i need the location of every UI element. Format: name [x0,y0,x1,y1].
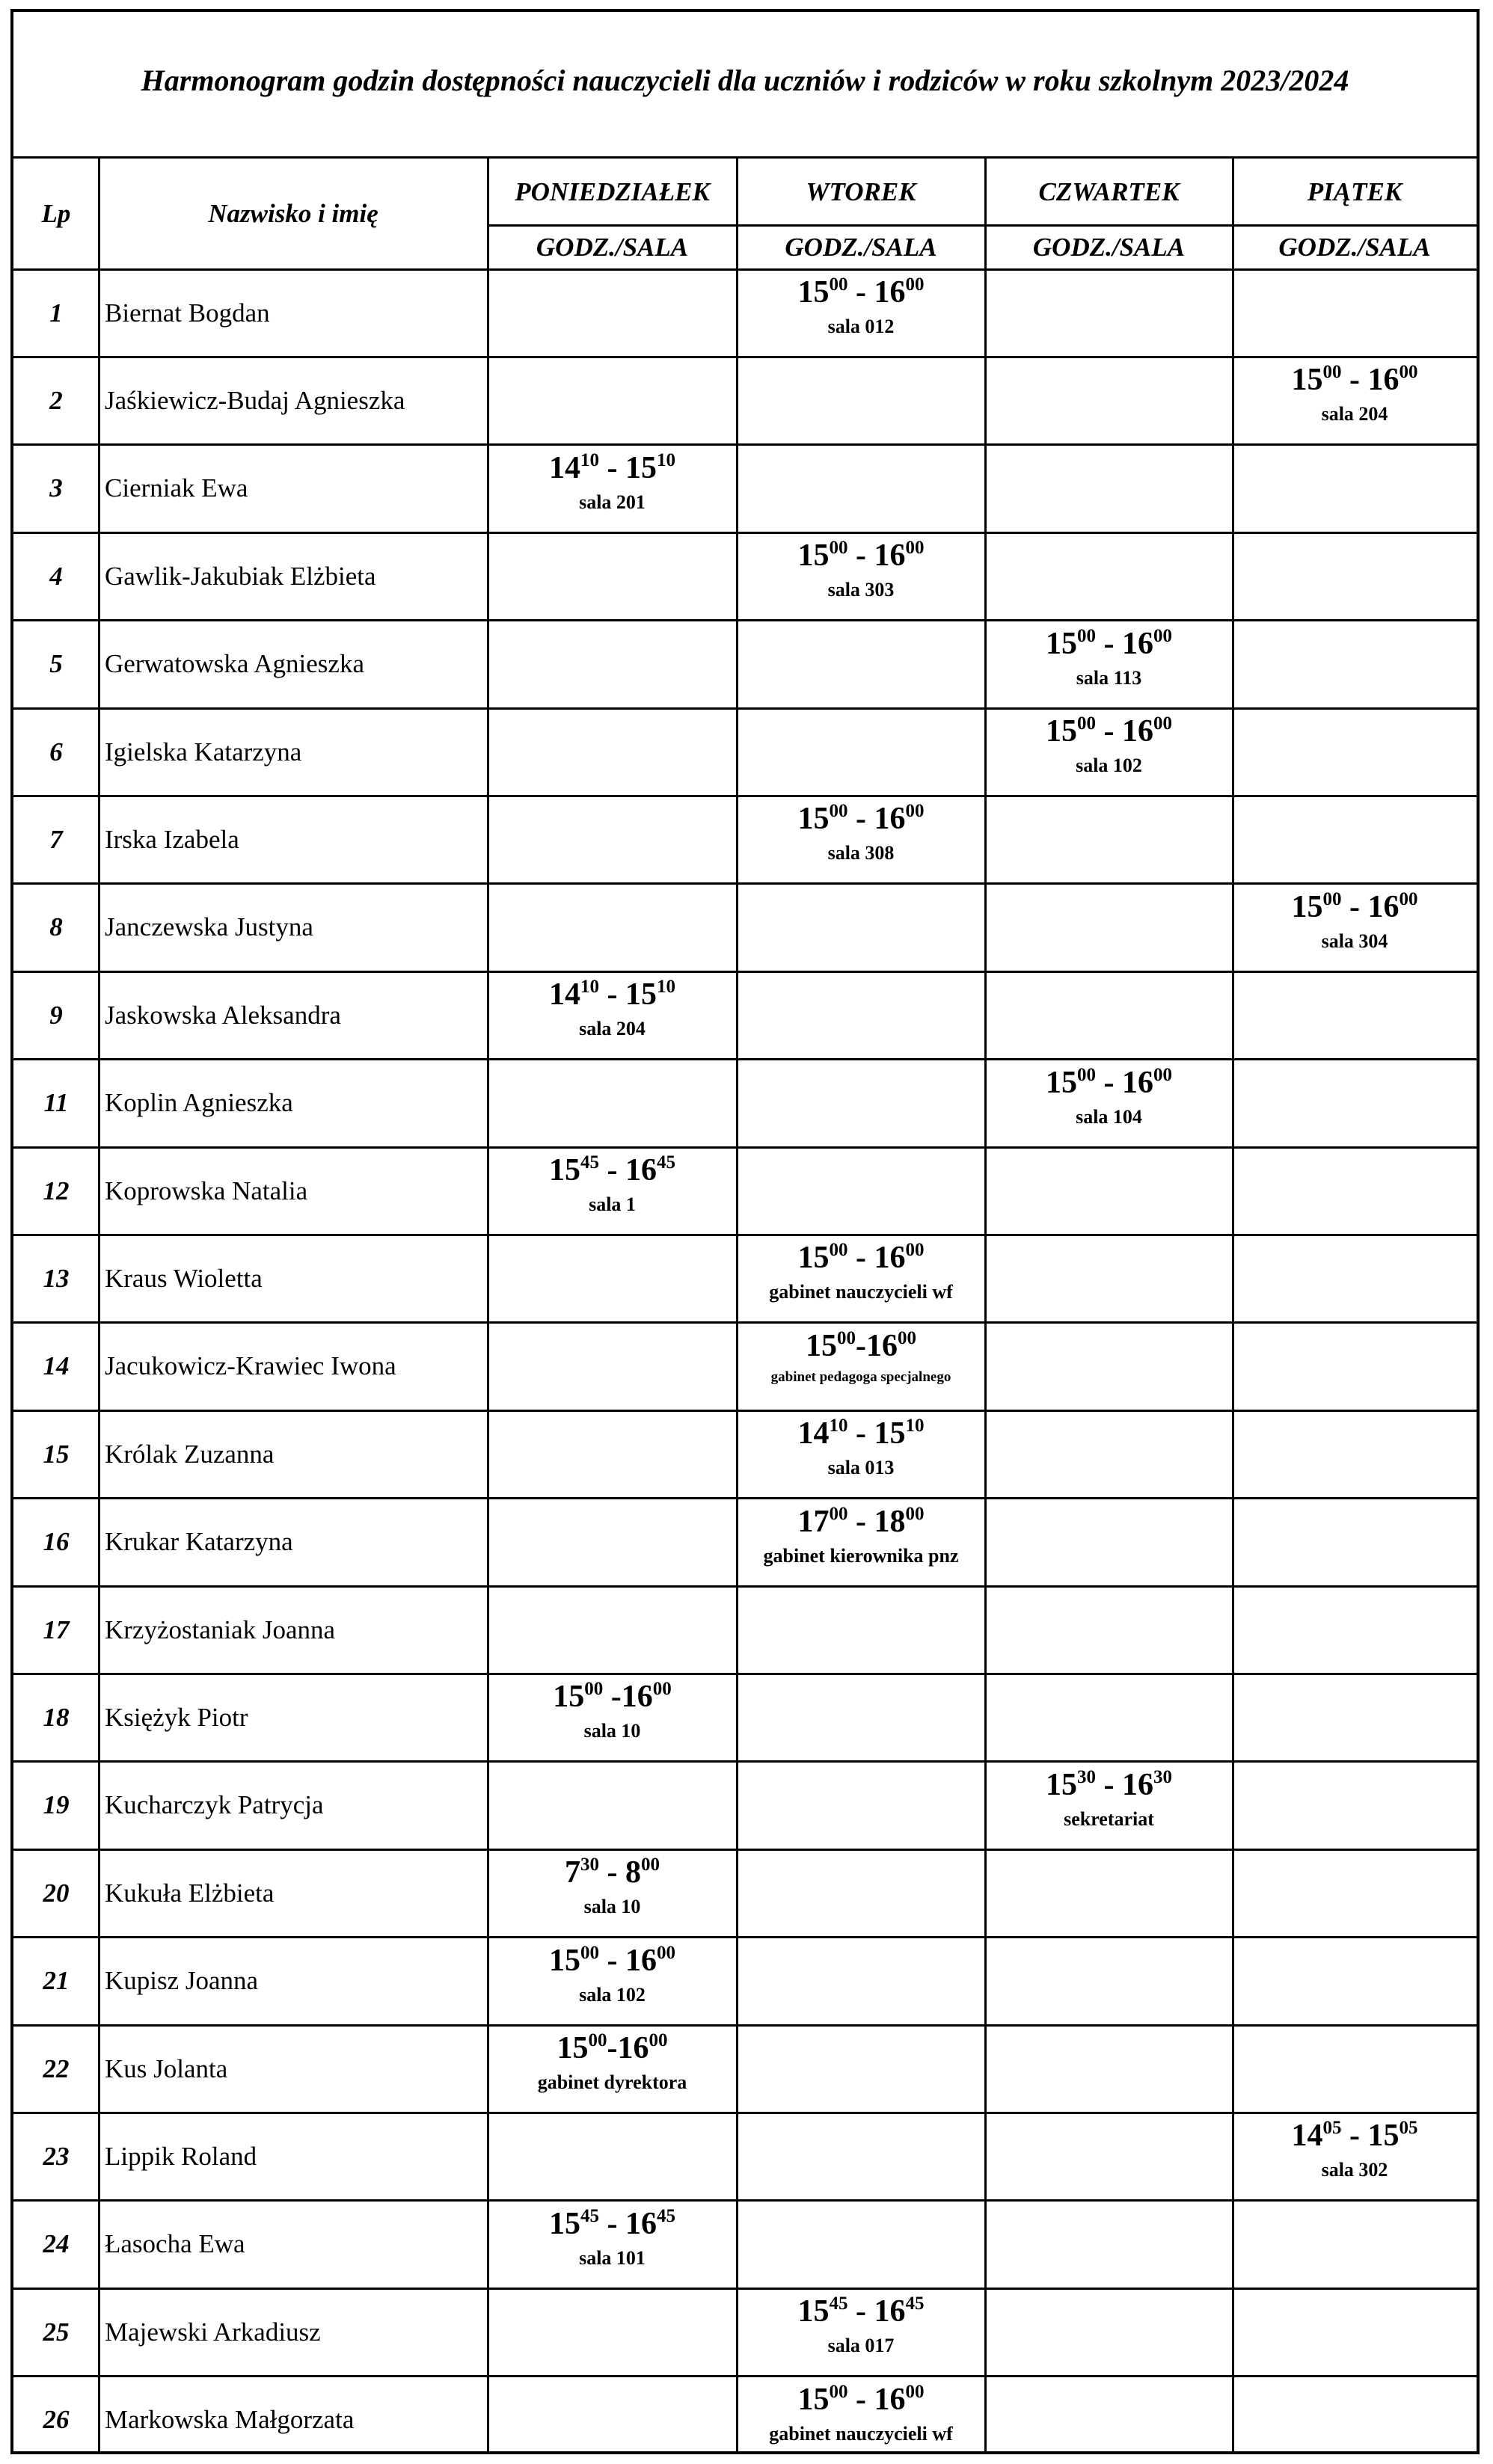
teacher-name: Majewski Arkadiusz [105,2317,321,2347]
time-range: $15^{00} - 16^{00}$ [1291,362,1418,398]
time-range: $15^{00} - 16^{00}$ [1046,1064,1172,1100]
room-label: sala 201 [579,491,646,513]
time-range: $15^{00} - 16^{00}$ [1046,713,1172,749]
time-range: $15^{30} - 16^{30}$ [1046,1766,1172,1802]
room-label: sala 113 [1076,666,1142,689]
row-number: 16 [43,1527,70,1557]
time-slot [488,2025,737,2113]
time-range: $14^{10} - 15^{10}$ [549,449,675,485]
time-range: $15^{00} - 16^{00}$ [797,1240,925,1276]
row-number: 17 [43,1614,70,1644]
header-godz-sala: GODZ./SALA [536,232,689,262]
room-label: sala 304 [1321,930,1388,952]
header-godz-sala: GODZ./SALA [1278,232,1431,262]
row-number: 20 [43,1878,70,1908]
teacher-name: Krukar Katarzyna [105,1527,293,1557]
time-slot [985,1060,1233,1147]
time-range: $7^{30} - 8^{00}$ [565,1855,660,1890]
room-label: sala 017 [827,2335,895,2357]
header-lp: Lp [41,199,71,228]
teacher-name: Kraus Wioletta [105,1264,263,1294]
teacher-name: Jaśkiewicz-Budaj Agnieszka [105,386,405,416]
header-name: Nazwisko i imię [208,199,378,228]
time-slot [488,971,737,1059]
teacher-name: Krzyżostaniak Joanna [105,1614,336,1644]
time-slot [488,1674,737,1761]
header-day: PONIEDZIAŁEK [515,176,710,206]
row-number: 11 [43,1088,69,1118]
room-label: sala 204 [579,1018,646,1040]
header-day: CZWARTEK [1038,176,1180,206]
time-slot [985,621,1233,708]
time-slot [488,1938,737,2025]
teacher-name: Lippik Roland [105,2142,257,2172]
teacher-name: Gawlik-Jakubiak Elżbieta [105,561,376,591]
time-range: $15^{00} - 16^{00}$ [797,538,925,574]
room-label: sala 10 [583,1720,641,1742]
room-label: sala 102 [579,1983,646,2006]
time-range: $17^{00} - 18^{00}$ [797,1503,925,1539]
room-label: sala 204 [1321,403,1388,425]
room-label: sala 10 [583,1896,641,1918]
row-number: 6 [49,737,63,766]
teacher-name: Markowska Małgorzata [105,2405,355,2435]
teacher-name: Księżyk Piotr [105,1703,248,1733]
time-slot [737,269,985,357]
room-label: sala 012 [827,316,895,337]
time-range: $15^{00} - 16^{00}$ [797,2381,925,2417]
room-label: sala 104 [1076,1105,1142,1128]
row-number: 13 [43,1264,70,1294]
teacher-name: Koplin Agnieszka [105,1088,293,1118]
teacher-name: Janczewska Justyna [105,912,313,942]
time-range: $15^{45} - 16^{45}$ [549,1152,675,1188]
row-number: 24 [43,2229,70,2259]
time-range: $15^{00} - 16^{00}$ [549,1942,675,1978]
time-range: $15^{00}-16^{00}$ [557,2030,668,2065]
row-number: 19 [43,1790,70,1820]
time-slot [1233,884,1477,971]
row-number: 25 [43,2317,70,2347]
teacher-name: Biernat Bogdan [105,298,270,328]
teacher-name: Igielska Katarzyna [105,737,302,766]
time-range: $14^{05} - 15^{05}$ [1291,2118,1418,2154]
teacher-name: Królak Zuzanna [105,1439,275,1469]
room-label: gabinet dyrektora [537,2071,687,2093]
time-slot [737,1323,985,1410]
teacher-name: Gerwatowska Agnieszka [105,649,364,679]
page-title: Harmonogram godzin dostępności nauczycieli dla uczniów i rodziców w roku szkolnym 2023/2024 [141,64,1349,97]
teacher-name: Jaskowska Aleksandra [105,1000,341,1030]
row-number: 1 [49,298,63,328]
teacher-name: Kukuła Elżbieta [105,1878,275,1908]
time-range: $15^{00} - 16^{00}$ [1046,625,1172,661]
time-range: $15^{45} - 16^{45}$ [549,2205,675,2241]
time-slot [488,1849,737,1937]
row-number: 9 [49,1000,63,1030]
teacher-name: Jacukowicz-Krawiec Iwona [105,1351,396,1381]
room-label: sala 013 [827,1457,895,1479]
teacher-name: Koprowska Natalia [105,1176,308,1205]
row-number: 21 [43,1966,70,1996]
header-day: PIĄTEK [1307,176,1402,206]
time-slot [488,445,737,532]
time-slot [488,1147,737,1235]
time-slot [985,708,1233,796]
row-number: 3 [49,473,63,503]
header-day: WTOREK [806,176,916,206]
row-number: 15 [43,1439,70,1469]
room-label: gabinet nauczycieli wf [769,2422,953,2445]
time-slot [737,1499,985,1586]
time-range: $15^{00} - 16^{00}$ [797,274,925,310]
teacher-name: Łasocha Ewa [105,2229,245,2259]
row-number: 23 [43,2142,70,2172]
teacher-name: Kucharczyk Patrycja [105,1790,324,1820]
room-label: sala 101 [579,2246,646,2269]
room-label: sala 302 [1321,2159,1388,2181]
row-number: 7 [49,825,63,855]
teacher-name: Kupisz Joanna [105,1966,259,1996]
teacher-name: Kus Jolanta [105,2053,228,2083]
room-label: sala 303 [827,579,895,601]
time-range: $14^{10} - 15^{10}$ [549,977,675,1013]
room-label: sala 102 [1076,755,1142,776]
time-range: $15^{00} - 16^{00}$ [1291,888,1418,924]
column-divider [1232,159,1234,2451]
room-label: sekretariat [1064,1807,1154,1830]
room-label: gabinet kierownika pnz [763,1544,959,1567]
header-godz-sala: GODZ./SALA [785,232,937,262]
schedule-sheet [10,9,1480,2454]
row-number: 8 [49,912,63,942]
row-number: 26 [43,2405,70,2435]
time-slot [737,2288,985,2376]
room-label: gabinet pedagoga specjalnego [770,1368,951,1385]
row-number: 2 [49,386,63,416]
time-range: $14^{10} - 15^{10}$ [797,1416,925,1451]
row-number: 14 [43,1351,70,1381]
teacher-name: Irska Izabela [105,825,239,855]
room-label: sala 1 [589,1193,636,1215]
row-number: 18 [43,1703,70,1733]
time-range: $15^{00}$ $-16^{00}$ [553,1679,672,1715]
row-number: 4 [49,561,63,591]
time-slot [1233,2113,1477,2200]
teacher-name: Cierniak Ewa [105,473,248,503]
schedule-table [13,159,1477,2451]
room-label: gabinet nauczycieli wf [769,1281,953,1303]
time-range: $15^{00}-16^{00}$ [806,1327,916,1363]
title-box [13,12,1477,159]
time-slot [737,532,985,620]
time-slot [737,2377,985,2464]
time-slot [1233,357,1477,444]
time-slot [737,1410,985,1498]
time-range: $15^{45} - 16^{45}$ [797,2294,925,2329]
row-number: 5 [49,649,63,679]
room-label: sala 308 [827,842,895,864]
header-godz-sala: GODZ./SALA [1032,232,1186,262]
row-number: 12 [43,1176,70,1205]
time-slot [488,2201,737,2288]
row-number: 22 [43,2053,70,2083]
time-range: $15^{00} - 16^{00}$ [797,801,925,837]
time-slot [985,1762,1233,1849]
time-slot [737,796,985,883]
time-slot [737,1235,985,1322]
